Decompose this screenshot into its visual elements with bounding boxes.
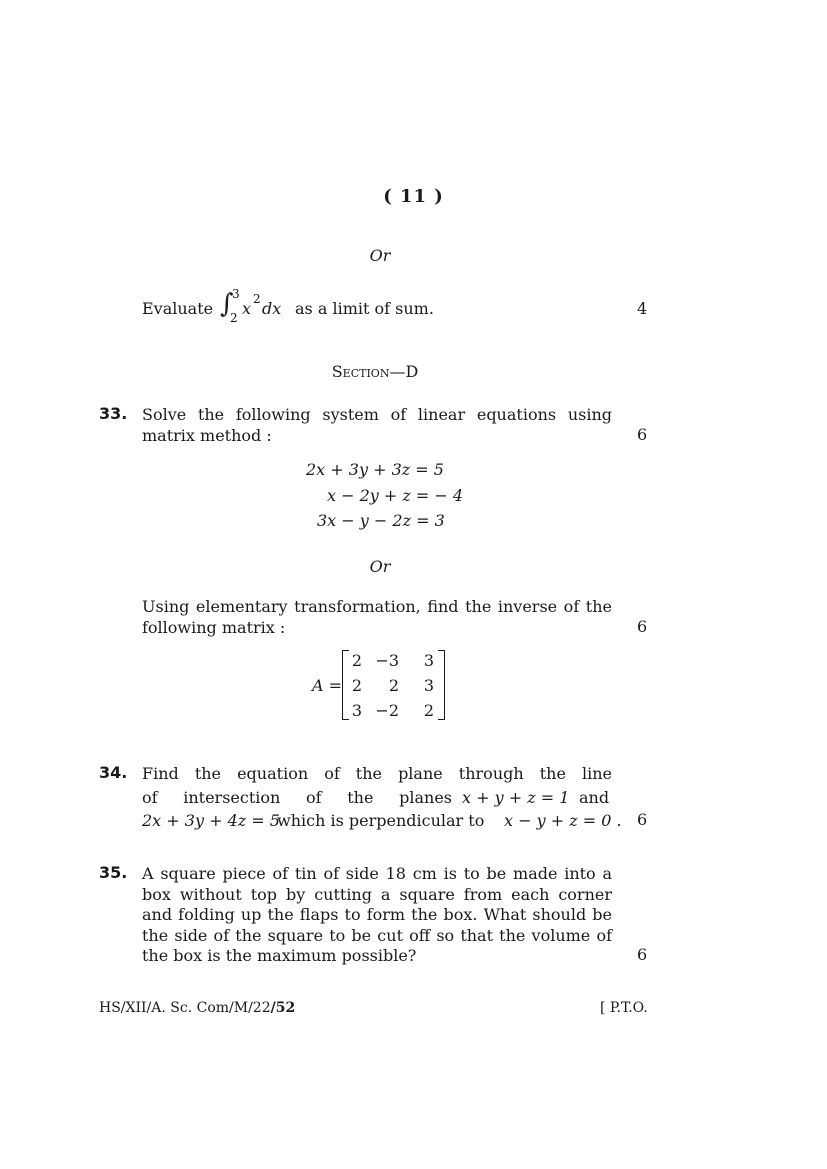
- matrix-cell: 3: [351, 701, 362, 720]
- integral-upper-limit: 3: [232, 287, 240, 301]
- q33-line2: matrix method :: [142, 426, 272, 445]
- q33-alt-marks: 6: [637, 617, 648, 636]
- matrix-label: A =: [312, 676, 343, 695]
- q32-alt-marks: 4: [637, 299, 648, 318]
- q34-line1: Find the equation of the plane through the line: [142, 764, 612, 783]
- matrix-cell: 2: [388, 676, 399, 695]
- matrix-cell: −3: [375, 651, 399, 670]
- matrix-cell: 2: [351, 651, 362, 670]
- footer-pto: [ P.T.O.: [600, 1000, 648, 1016]
- q35-number: 35.: [99, 863, 128, 882]
- page-number: ( 11 ): [383, 186, 444, 207]
- q35-line2: box without top by cutting a square from each corner: [142, 885, 612, 904]
- equation-2: x − 2y + z = − 4: [327, 486, 464, 505]
- q34-and: and: [579, 788, 610, 807]
- q34-marks: 6: [637, 810, 648, 829]
- q35-line3: and folding up the flaps to form the box. What should be: [142, 905, 612, 924]
- integral-lower-limit: 2: [230, 311, 238, 325]
- q33-marks: 6: [637, 425, 648, 444]
- integrand-exponent: 2: [253, 292, 261, 306]
- q33-number: 33.: [99, 404, 128, 423]
- q34-line2-text: of intersection of the planes: [142, 788, 452, 807]
- footer-code-number: /52: [270, 1000, 296, 1016]
- integral-sign-icon: ∫: [220, 289, 234, 319]
- q35-line4: the side of the square to be cut off so that the volume of: [142, 926, 612, 945]
- matrix-cell: 2: [423, 701, 434, 720]
- section-title-prefix: Section: [331, 362, 390, 381]
- equation-1: 2x + 3y + 3z = 5: [306, 460, 444, 479]
- q34-perpendicular-plane-equation: x − y + z = 0 .: [504, 811, 622, 830]
- q34-line3-text: which is perpendicular to: [277, 811, 485, 830]
- q33-alt-line1: Using elementary transformation, find the inverse of the: [142, 597, 612, 616]
- q33-alt-line2: following matrix :: [142, 618, 286, 637]
- section-title: [0, 362, 750, 381]
- matrix-cell: 2: [351, 676, 362, 695]
- matrix-cell: 3: [423, 676, 434, 695]
- matrix-right-bracket: [438, 650, 445, 720]
- q34-number: 34.: [99, 763, 128, 782]
- integrand-variable: x: [242, 299, 252, 318]
- q35-line1: A square piece of tin of side 18 cm is to be made into a: [142, 864, 612, 883]
- or-label-top: Or: [369, 246, 391, 265]
- q35-line5: the box is the maximum possible?: [142, 946, 417, 965]
- section-title-suffix: —D: [389, 362, 419, 381]
- footer-code-text: HS/XII/A. Sc. Com/M/22: [99, 1000, 271, 1016]
- q33-line1: Solve the following system of linear equations using: [142, 405, 612, 424]
- evaluate-rest: as a limit of sum.: [295, 299, 434, 318]
- evaluate-label: Evaluate: [142, 299, 214, 318]
- equation-3: 3x − y − 2z = 3: [317, 511, 445, 530]
- matrix-cell: 3: [423, 651, 434, 670]
- integral-differential: dx: [262, 299, 282, 318]
- matrix-cell: −2: [375, 701, 399, 720]
- or-label-q33: Or: [369, 557, 391, 576]
- q35-marks: 6: [637, 945, 648, 964]
- q34-plane1-equation: x + y + z = 1: [462, 788, 570, 807]
- footer-code: [99, 1000, 295, 1016]
- q34-plane2-equation: 2x + 3y + 4z = 5: [142, 811, 280, 830]
